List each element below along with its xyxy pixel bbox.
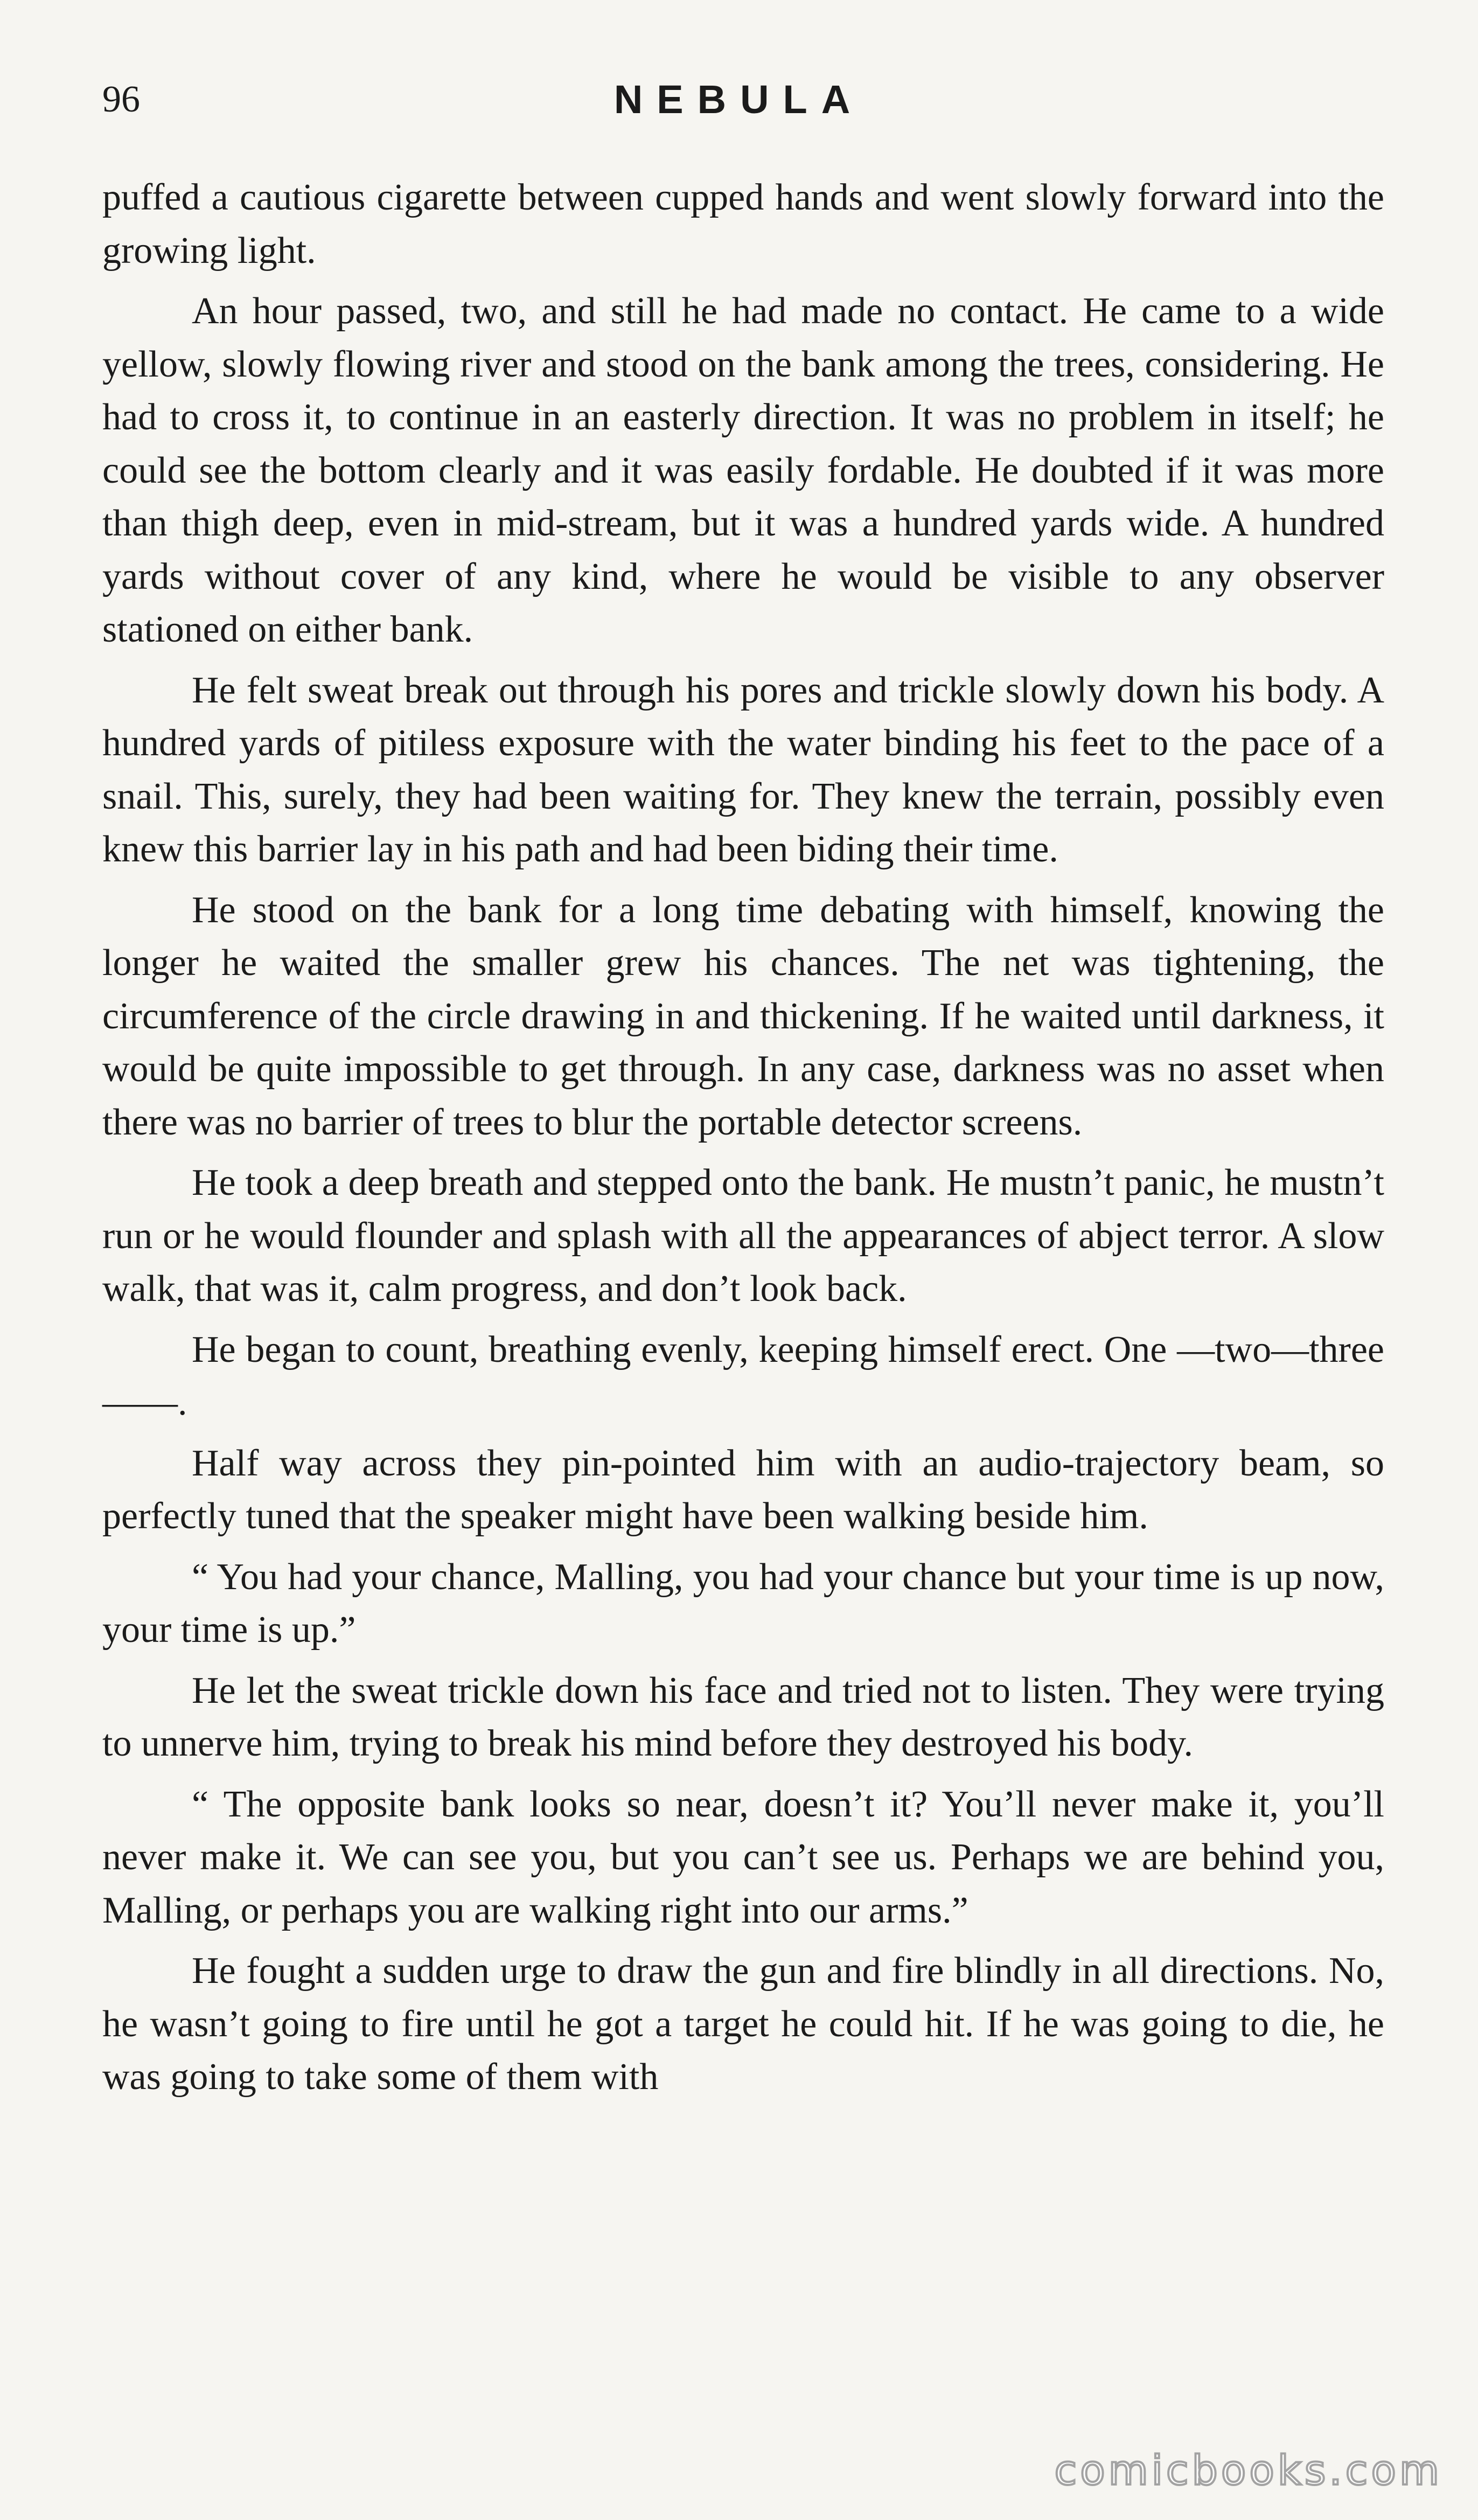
- paragraph: He let the sweat trickle down his face and tried not to listen. They were trying to unnerve him, trying to break his mind before they destroyed his body.: [102, 1669, 1384, 1764]
- running-title: NEBULA: [613, 77, 865, 122]
- paragraph: He took a deep breath and stepped onto the bank. He mustn’t panic, he mustn’t run or he would flounder and splash with all the appearances of abject terror. A slow walk, that was it, calm progress, and don’t look back.: [102, 1162, 1384, 1310]
- body-text: [102, 171, 1384, 2112]
- paragraph: He felt sweat break out through his pores and trickle slowly down his body. A hundred yards of pitiless exposure with the water binding his feet to the pace of a snail. This, surely, they had been waiting for. They knew the terrain, possibly even knew this barrier lay in his path and had been biding their time.: [102, 669, 1384, 870]
- paragraph: “ You had your chance, Malling, you had your chance but your time is up now, your time is up.”: [102, 1556, 1384, 1651]
- paragraph: “ The opposite bank looks so near, doesn’t it? You’ll never make it, you’ll never make it. We can see you, but you can’t see us. Perhaps we are behind you, Malling, or perhaps you are walking right into our arms.”: [102, 1783, 1384, 1931]
- paragraph: An hour passed, two, and still he had made no contact. He came to a wide yellow, slowly flowing river and stood on the bank among the trees, considering. He had to cross it, to continue in an easterly direction. It was no problem in itself; he could see the bottom clearly and it was easily fordable. He doubted if it was more than thigh deep, even in mid-stream, but it was a hundred yards wide. A hundred yards without cover of any kind, where he would be visible to any observer stationed on either bank.: [102, 290, 1384, 650]
- paragraph: He stood on the bank for a long time debating with himself, knowing the longer he waited the smaller grew his chances. The net was tightening, the circumference of the circle drawing in and thickening. If he waited until darkness, it would be quite impossible to get through. In any case, darkness was no asset when there was no barrier of trees to blur the portable detector screens.: [102, 889, 1384, 1143]
- watermark: comicbooks.com: [1054, 2446, 1442, 2494]
- paragraph: He fought a sudden urge to draw the gun and fire blindly in all directions. No, he wasn’t going to fire until he got a target he could hit. If he was going to die, he was going to take some of them with: [102, 1950, 1384, 2098]
- paragraph: Half way across they pin-pointed him with an audio-trajectory beam, so perfectly tuned that the speaker might have been walking beside him.: [102, 1442, 1384, 1537]
- paragraph: He began to count, breathing evenly, keeping himself erect. One —two—three——.: [102, 1328, 1384, 1423]
- page-number: 96: [102, 79, 140, 120]
- paragraph: puffed a cautious cigarette between cupped hands and went slowly forward into the growing light.: [102, 177, 1384, 272]
